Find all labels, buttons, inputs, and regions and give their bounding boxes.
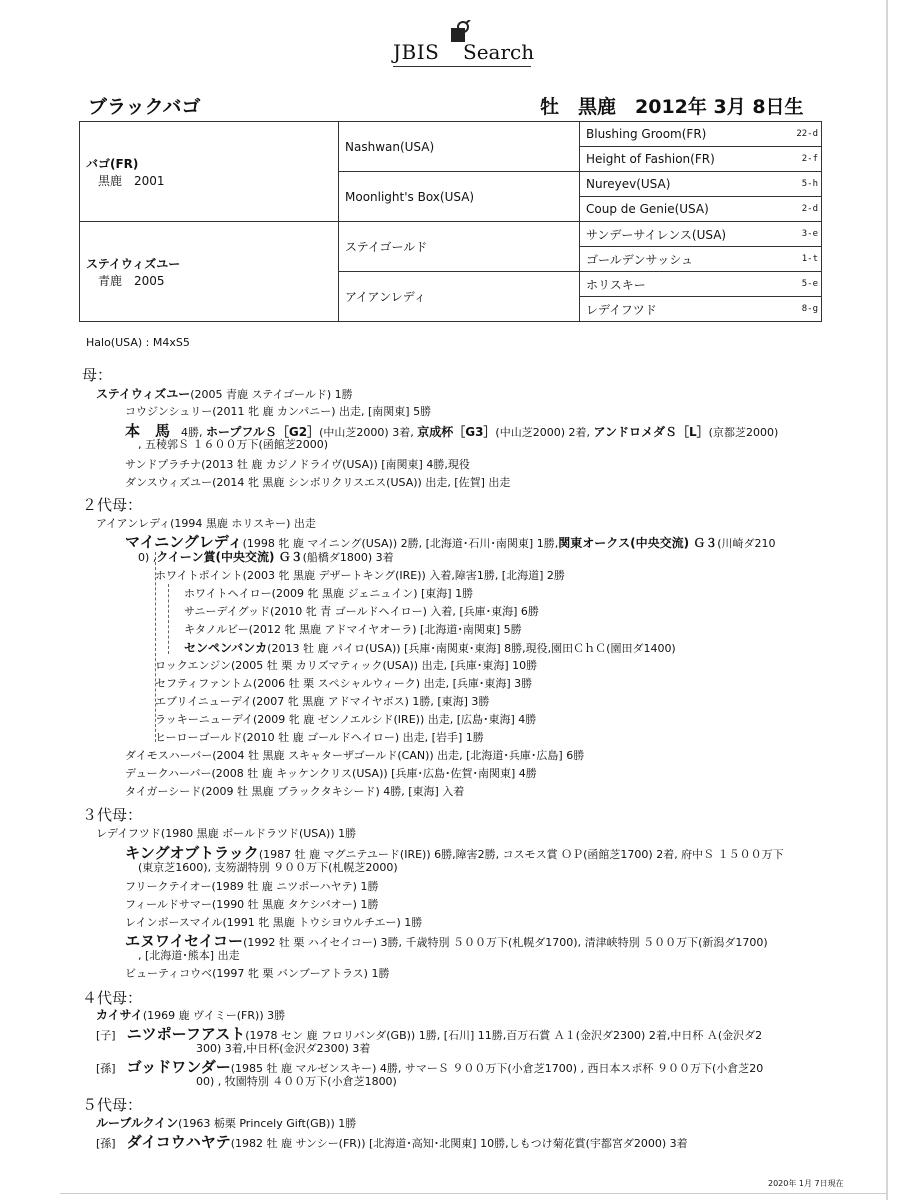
- family-line: ダイモスハーバー(2004 牡 黒鹿 スキャターザゴールド(CAN)) 出走, [北海道･兵庫･広島] 6勝: [125, 749, 585, 762]
- family-line: ホワイトヘイロー(2009 牝 黒鹿 ジェニュイン) [東海] 1勝: [184, 587, 474, 600]
- family-line: 本 馬 4勝, ホープフルＳ［G2］(中山芝2000) 3着, 京成杯［G3］(中山芝2000) 2着, アンドロメダＳ［L］(京都芝2000): [125, 422, 779, 440]
- ped-gen3-7-code: 5-e: [777, 272, 822, 297]
- family-line: マイニングレディ(1998 牝 鹿 マイニング(USA)) 2勝, [北海道･石川･南関東] 1勝,関東オークス(中央交流) Ｇ３(川崎ダ210: [125, 533, 776, 551]
- logo-text-search: Search: [463, 40, 535, 64]
- section-heading-4th-dam: ４代母：: [82, 989, 143, 1007]
- ped-gen3-5-code: 3-e: [777, 222, 822, 247]
- family-line: フリークテイオー(1989 牡 鹿 ニツポーハヤテ) 1勝: [125, 880, 379, 893]
- family-line: ヒーローゴールド(2010 牡 鹿 ゴールドヘイロー) 出走, [岩手] 1勝: [155, 731, 484, 744]
- family-line: 300) 3着,中日杯(金沢ダ2300) 3着: [196, 1042, 371, 1055]
- section-heading-5th-dam: ５代母：: [82, 1096, 143, 1114]
- family-line: , 五稜郭Ｓ １６００万下(函館芝2000): [138, 438, 329, 451]
- ped-gen3-1: Blushing Groom(FR): [580, 122, 778, 147]
- family-line: サニーデイグッド(2010 牝 青 ゴールドヘイロー) 入着, [兵庫･東海] 6勝: [184, 605, 539, 618]
- family-line: [孫] ダイコウハヤテ(1982 牡 鹿 サンシー(FR)) [北海道･高知･北関東] 10勝,しもつけ菊花賞(宇都宮ダ2000) 3着: [96, 1133, 688, 1151]
- family-line: レデイフツド(1980 黒鹿 ボールドラツド(USA)) 1勝: [96, 827, 357, 840]
- section-heading-dam: 母：: [82, 366, 113, 384]
- ped-gen2-1: Nashwan(USA): [339, 122, 580, 172]
- family-line: ホワイトポイント(2003 牝 黒鹿 デザートキング(IRE)) 入着,障害1勝, [北海道] 2勝: [155, 569, 565, 582]
- family-line: キタノルビー(2012 牝 黒鹿 アドマイヤオーラ) [北海道･南関東] 5勝: [184, 623, 522, 636]
- family-line: 0) ,クイーン賞(中央交流) Ｇ３(船橋ダ1800) 3着: [138, 550, 394, 564]
- family-line: エブリイニューデイ(2007 牝 黒鹿 アドマイヤボス) 1勝, [東海] 3勝: [155, 695, 490, 708]
- family-line: フィールドサマー(1990 牡 黒鹿 タケシバオー) 1勝: [125, 898, 379, 911]
- ped-gen2-2: Moonlight's Box(USA): [339, 172, 580, 222]
- ped-gen3-4: Coup de Genie(USA): [580, 197, 778, 222]
- jbis-search-logo[interactable]: [393, 18, 533, 70]
- ped-gen3-8: レデイフツド: [580, 297, 778, 322]
- ped-gen3-2-code: 2-f: [777, 147, 822, 172]
- ped-gen3-5: サンデーサイレンス(USA): [580, 222, 778, 247]
- family-line: エヌワイセイコー(1992 牡 栗 ハイセイコー) 3勝, 千歳特別 ５００万下(札幌ダ1700), 清津峡特別 ５００万下(新潟ダ1700): [125, 932, 768, 950]
- ped-gen2-4: アイアンレディ: [339, 272, 580, 322]
- dam-detail: 青鹿 2005: [98, 273, 165, 288]
- ped-gen3-3-code: 5-h: [777, 172, 822, 197]
- inbreeding-note: Halo(USA) : M4xS5: [86, 336, 190, 349]
- family-line: サンドプラチナ(2013 牡 鹿 カジノドライヴ(USA)) [南関東] 4勝,現役: [125, 458, 470, 471]
- family-line: ビューティコウベ(1997 牝 栗 バンブーアトラス) 1勝: [125, 967, 390, 980]
- ped-gen3-6: ゴールデンサッシュ: [580, 247, 778, 272]
- family-line: アイアンレディ(1994 黒鹿 ホリスキー) 出走: [96, 517, 316, 530]
- family-line: カイサイ(1969 鹿 ヴイミー(FR)) 3勝: [96, 1008, 286, 1022]
- logo-text-jbis: JBIS: [393, 40, 440, 64]
- section-heading-2nd-dam: ２代母：: [82, 496, 143, 514]
- tree-connector: [168, 584, 169, 654]
- section-heading-3rd-dam: ３代母：: [82, 806, 143, 824]
- family-line: [子] ニツポーフアスト(1978 セン 鹿 フロリバンダ(GB)) 1勝, [石川] 11勝,百万石賞 Ａ１(金沢ダ2300) 2着,中日杯 Ａ(金沢ダ2: [96, 1025, 763, 1043]
- family-line: [孫] ゴッドワンダー(1985 牡 鹿 マルゼンスキー) 4勝, サマーＳ ９００万下(小倉芝1700) , 西日本スポ杯 ９００万下(小倉芝20: [96, 1058, 764, 1076]
- family-line: (東京芝1600), 支笏湖特別 ９００万下(札幌芝2000): [138, 861, 398, 874]
- family-line: コウジンシュリー(2011 牝 鹿 カンパニー) 出走, [南関東] 5勝: [125, 405, 432, 418]
- sire-detail: 黒鹿 2001: [98, 173, 165, 188]
- family-line: 00) , 牧園特別 ４００万下(小倉芝1800): [196, 1075, 397, 1088]
- footer-divider: [60, 1193, 886, 1194]
- ped-gen3-4-code: 2-d: [777, 197, 822, 222]
- family-line: センペンバンカ(2013 牡 鹿 パイロ(USA)) [兵庫･南関東･東海] 8勝,現役,園田ＣｈＣ(園田ダ1400): [184, 641, 676, 655]
- logo-underline: [393, 66, 531, 67]
- ped-gen3-3: Nureyev(USA): [580, 172, 778, 197]
- ped-gen3-7: ホリスキー: [580, 272, 778, 297]
- family-line: セフティファントム(2006 牡 栗 スペシャルウィーク) 出走, [兵庫･東海] 3勝: [155, 677, 533, 690]
- ped-gen3-8-code: 8-g: [777, 297, 822, 322]
- pedigree-table: [79, 121, 822, 322]
- family-line: デュークハーバー(2008 牡 鹿 キッケンクリス(USA)) [兵庫･広島･佐賀･南関東] 4勝: [125, 767, 537, 780]
- sire-cell: [80, 122, 339, 222]
- ped-gen3-6-code: 1-t: [777, 247, 822, 272]
- ped-gen3-1-code: 22-d: [777, 122, 822, 147]
- as-of-date: 2020年 1月 7日現在: [768, 1179, 844, 1188]
- family-line: ルーブルクイン(1963 栃栗 Princely Gift(GB)) 1勝: [96, 1116, 357, 1130]
- family-line: ステイウィズユー(2005 青鹿 ステイゴールド) 1勝: [96, 387, 353, 401]
- dam-name: ステイウィズユー: [86, 256, 181, 271]
- horse-info: 牡 黒鹿 2012年 3月 8日生: [540, 96, 804, 118]
- family-line: , [北海道･熊本] 出走: [138, 949, 240, 962]
- family-line: ダンスウィズユー(2014 牝 黒鹿 シンボリクリスエス(USA)) 出走, [佐賀] 出走: [125, 476, 511, 489]
- sire-name: バゴ(FR): [86, 156, 139, 171]
- dam-cell: [80, 222, 339, 322]
- horse-name: ブラックバゴ: [88, 96, 201, 118]
- family-line: ラッキーニューデイ(2009 牝 鹿 ゼンノエルシド(IRE)) 出走, [広島･東海] 4勝: [155, 713, 537, 726]
- family-line: レインボースマイル(1991 牝 黒鹿 トウシヨウルチエー) 1勝: [125, 916, 423, 929]
- page-edge: [886, 0, 888, 1200]
- family-line: ロックエンジン(2005 牡 栗 カリズマティック(USA)) 出走, [兵庫･東海] 10勝: [155, 659, 538, 672]
- ped-gen3-2: Height of Fashion(FR): [580, 147, 778, 172]
- family-line: タイガーシード(2009 牡 黒鹿 ブラックタキシード) 4勝, [東海] 入着: [125, 785, 465, 798]
- ped-gen2-3: ステイゴールド: [339, 222, 580, 272]
- family-line: キングオブトラック(1987 牡 鹿 マグニテユード(IRE)) 6勝,障害2勝, コスモス賞 ＯＰ(函館芝1700) 2着, 府中Ｓ １５００万下: [125, 844, 784, 862]
